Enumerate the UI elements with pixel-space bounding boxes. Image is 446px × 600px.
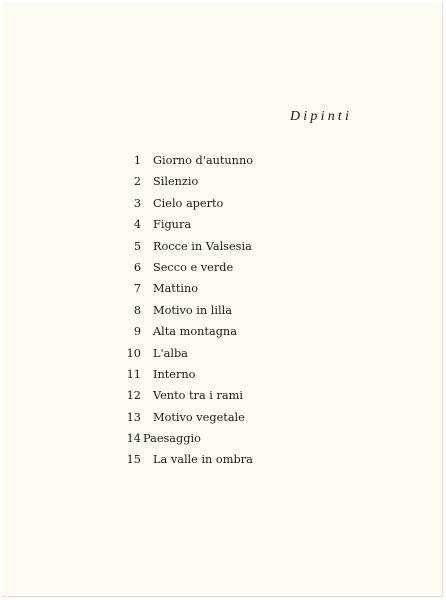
entry-number: 6 bbox=[133, 260, 141, 274]
entry-title: La valle in ombra bbox=[153, 453, 253, 467]
entry-number: 9 bbox=[133, 325, 141, 339]
list-item bbox=[119, 367, 369, 388]
entry-number: 12 bbox=[126, 389, 141, 403]
entry-number: 14 bbox=[126, 432, 141, 446]
entry-title: L'alba bbox=[153, 346, 188, 360]
entry-title: Rocce in Valsesia bbox=[153, 239, 252, 253]
entry-title: Giorno d'autunno bbox=[153, 154, 254, 167]
entry-number: 4 bbox=[133, 218, 141, 232]
table-of-contents bbox=[119, 153, 369, 474]
list-item bbox=[119, 410, 369, 431]
list-item bbox=[119, 153, 369, 174]
list-item bbox=[119, 239, 369, 260]
entry-title: Paesaggio bbox=[143, 432, 201, 446]
entry-title: Secco e verde bbox=[153, 260, 234, 274]
entry-number: 7 bbox=[133, 282, 141, 296]
entry-number: 10 bbox=[126, 346, 141, 360]
entry-number: 1 bbox=[133, 154, 141, 167]
list-item bbox=[119, 260, 369, 281]
list-item bbox=[119, 303, 369, 324]
entry-number: 3 bbox=[133, 196, 141, 210]
entry-number: 8 bbox=[133, 303, 141, 317]
list-item bbox=[119, 388, 369, 409]
list-item bbox=[119, 346, 369, 367]
entry-title: Silenzio bbox=[153, 175, 199, 189]
entry-number: 2 bbox=[133, 175, 141, 189]
book-page bbox=[2, 2, 443, 597]
list-item bbox=[119, 174, 369, 195]
entry-title: Alta montagna bbox=[153, 325, 237, 339]
entry-title: Mattino bbox=[153, 282, 199, 296]
list-item bbox=[119, 196, 369, 217]
entry-number: 15 bbox=[126, 453, 141, 467]
list-item bbox=[119, 281, 369, 302]
entry-number: 5 bbox=[133, 239, 141, 253]
list-item bbox=[119, 431, 369, 452]
page-title: Dipinti bbox=[290, 109, 353, 124]
list-item bbox=[119, 217, 369, 238]
entry-title: Vento tra i rami bbox=[153, 389, 243, 403]
entry-title: Motivo in lilla bbox=[153, 303, 232, 317]
entry-title: Cielo aperto bbox=[153, 196, 224, 210]
entry-number: 13 bbox=[126, 410, 141, 424]
entry-title: Motivo vegetale bbox=[153, 410, 245, 424]
entry-number: 11 bbox=[126, 367, 141, 381]
list-item bbox=[119, 324, 369, 345]
entry-title: Figura bbox=[153, 218, 192, 232]
list-item bbox=[119, 452, 369, 473]
entry-title: Interno bbox=[153, 367, 196, 381]
